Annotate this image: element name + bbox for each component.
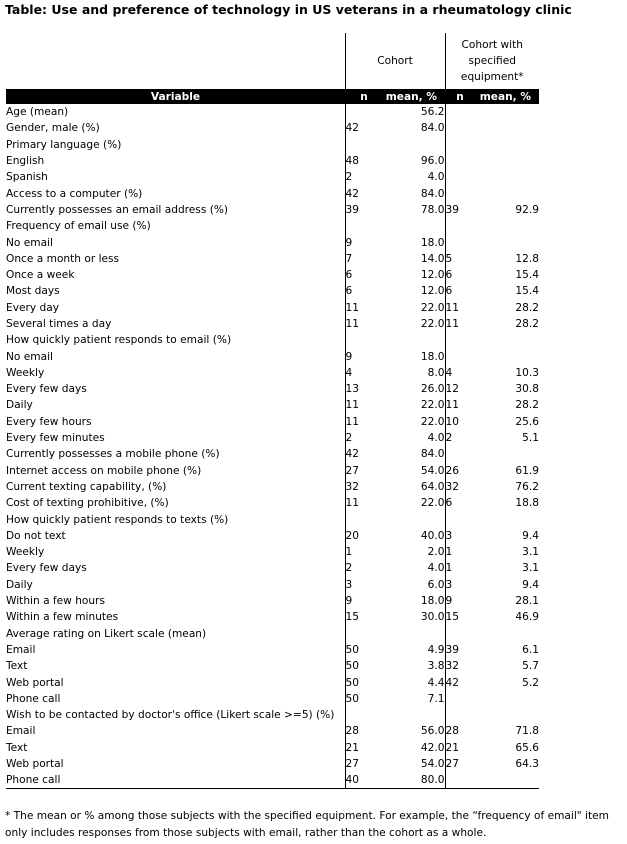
n2-cell [445,169,475,185]
variable-cell: Email [6,643,36,656]
n2-cell: 27 [445,756,475,772]
n2-cell: 32 [445,479,475,495]
mean2-header: mean, % [475,89,539,104]
mean-cell: 18.0 [420,236,445,249]
n-cell: 7 [345,251,383,267]
mean2-cell [475,626,539,642]
mean2-cell [475,218,539,234]
mean2-cell: 65.6 [515,741,539,754]
n-cell: 48 [345,153,383,169]
variable-cell: Every day [6,301,59,314]
n-cell: 21 [345,740,383,756]
mean-cell [383,137,445,153]
mean2-cell [475,185,539,201]
mean2-cell: 15.4 [515,269,539,282]
mean2-cell [475,153,539,169]
mean2-cell: 46.9 [515,611,539,624]
mean-cell: 18.0 [420,595,445,608]
mean2-cell: 61.9 [515,464,539,477]
table-row [6,251,539,267]
n-cell [345,137,383,153]
table-row [6,495,539,511]
mean-cell: 84.0 [420,122,445,135]
mean-cell: 18.0 [420,350,445,363]
mean2-cell: 9.4 [522,578,539,591]
mean2-cell: 9.4 [522,529,539,542]
variable-cell: Current texting capability, (%) [6,480,167,493]
variable-cell: Web portal [6,758,64,771]
table-row [6,479,539,495]
cohort-header: Cohort [345,33,445,89]
mean-cell: 3.8 [427,660,445,673]
n-cell: 6 [345,267,383,283]
mean2-cell: 5.2 [522,676,539,689]
n-cell: 13 [345,381,383,397]
variable-cell: Text [6,741,28,754]
mean-cell: 12.0 [420,269,445,282]
table-row [6,430,539,446]
table-row [6,609,539,625]
n2-cell: 28 [445,723,475,739]
n-cell: 50 [345,658,383,674]
variable-cell: Daily [6,399,33,412]
variable-cell: Once a month or less [6,252,120,265]
n-cell [345,332,383,348]
variable-cell: Age (mean) [6,106,69,119]
n-cell: 42 [345,446,383,462]
mean2-cell: 76.2 [515,480,539,493]
mean2-cell: 64.3 [515,758,539,771]
n-cell: 2 [345,430,383,446]
table-row [6,283,539,299]
n-cell [345,218,383,234]
n2-cell: 12 [445,381,475,397]
table-row [6,414,539,430]
n2-cell: 2 [445,430,475,446]
mean-cell: 14.0 [420,252,445,265]
mean2-cell: 6.1 [522,643,539,656]
n-cell: 11 [345,414,383,430]
mean-cell: 42.0 [420,741,445,754]
n2-cell [445,234,475,250]
n2-cell: 26 [445,463,475,479]
n-cell: 20 [345,528,383,544]
n-cell: 15 [345,609,383,625]
variable-cell: Daily [6,578,33,591]
table-row [6,528,539,544]
mean-cell: 4.0 [427,562,445,575]
mean-cell [383,707,445,723]
variable-cell: Web portal [6,676,64,689]
n-cell: 9 [345,234,383,250]
table-row [6,626,539,642]
n2-cell: 11 [445,397,475,413]
mean-cell: 2.0 [427,546,445,559]
n-cell: 50 [345,674,383,690]
n2-cell [445,104,475,120]
n2-cell: 39 [445,202,475,218]
n2-cell: 1 [445,544,475,560]
mean-cell: 4.0 [427,171,445,184]
table-row [6,772,539,789]
table-row [6,365,539,381]
n2-cell: 9 [445,593,475,609]
n-cell: 3 [345,577,383,593]
table-row [6,300,539,316]
table-row [6,202,539,218]
n2-cell: 11 [445,300,475,316]
table-row [6,658,539,674]
n2-cell [445,707,475,723]
table-title: Table: Use and preference of technology in US veterans in a rheumatology clinic [5,2,572,17]
mean2-cell [475,691,539,707]
n-cell: 27 [345,756,383,772]
n2-cell [445,120,475,136]
n2-cell: 4 [445,365,475,381]
variable-cell: Text [6,660,28,673]
n-cell: 50 [345,691,383,707]
variable-cell: Every few minutes [6,432,105,445]
mean2-cell: 30.8 [515,383,539,396]
table-row [6,397,539,413]
mean-cell: 78.0 [420,203,445,216]
variable-cell: Phone call [6,692,61,705]
n2-cell: 3 [445,528,475,544]
variable-cell: English [6,155,45,168]
mean-cell: 56.2 [420,106,445,119]
mean2-cell [475,120,539,136]
table-row [6,707,539,723]
mean-header: mean, % [383,89,445,104]
variable-cell: Within a few minutes [6,611,119,624]
mean2-cell [475,104,539,120]
mean-cell [383,218,445,234]
n2-cell [445,772,475,789]
mean-cell: 40.0 [420,529,445,542]
n2-cell: 42 [445,674,475,690]
equipment-header-line2: specified [468,55,516,67]
mean2-cell: 3.1 [522,546,539,559]
variable-cell: Average rating on Likert scale (mean) [6,627,207,640]
n2-cell: 32 [445,658,475,674]
mean-cell: 4.0 [427,432,445,445]
variable-cell: Primary language (%) [6,138,122,151]
n2-header: n [445,89,475,104]
mean2-cell: 15.4 [515,285,539,298]
n-cell [345,104,383,120]
n-cell: 9 [345,348,383,364]
data-table [6,33,539,789]
footnote: * The mean or % among those subjects with the specified equipment. For example, the “frequency of email" item only includes responses from those subjects with email, rather than the cohort as a whole. [5,810,609,839]
n2-cell: 3 [445,577,475,593]
n-cell: 11 [345,495,383,511]
table-row [6,185,539,201]
header-blank [6,33,345,89]
table-row [6,381,539,397]
mean-cell: 64.0 [420,480,445,493]
n2-cell: 6 [445,267,475,283]
n-header: n [345,89,383,104]
table-row [6,544,539,560]
variable-cell: No email [6,350,53,363]
variable-cell: Currently possesses a mobile phone (%) [6,448,220,461]
mean2-cell: 71.8 [515,725,539,738]
mean2-cell: 5.1 [522,432,539,445]
n2-cell [445,332,475,348]
mean-cell [383,626,445,642]
variable-cell: Internet access on mobile phone (%) [6,464,202,477]
table-row [6,218,539,234]
n2-cell: 10 [445,414,475,430]
table-row [6,332,539,348]
mean2-cell [475,707,539,723]
n-cell: 39 [345,202,383,218]
variable-cell: Most days [6,285,60,298]
mean-cell: 7.1 [427,692,445,705]
mean2-cell: 28.2 [515,301,539,314]
mean-cell: 22.0 [420,318,445,330]
table-row [6,120,539,136]
n-cell [345,626,383,642]
mean2-cell: 28.2 [515,318,539,330]
mean-cell: 96.0 [420,155,445,168]
table-row [6,560,539,576]
variable-cell: Currently possesses an email address (%) [6,203,229,216]
n2-cell: 6 [445,283,475,299]
mean-cell: 54.0 [420,758,445,771]
n-cell: 27 [345,463,383,479]
mean2-cell [475,137,539,153]
table-row [6,137,539,153]
table-row [6,577,539,593]
n-cell: 50 [345,642,383,658]
n2-cell [445,185,475,201]
n-cell: 28 [345,723,383,739]
variable-cell: Phone call [6,772,345,789]
mean2-cell: 25.6 [515,415,539,428]
variable-cell: Gender, male (%) [6,122,100,135]
variable-cell: Email [6,725,36,738]
mean2-cell: 92.9 [515,203,539,216]
n2-cell [445,691,475,707]
variable-cell: Several times a day [6,318,112,330]
n-cell: 11 [345,316,383,332]
table-row [6,642,539,658]
mean2-cell [475,332,539,348]
table-row [6,234,539,250]
mean2-cell: 5.7 [522,660,539,673]
variable-cell: Frequency of email use (%) [6,220,151,233]
mean-cell: 4.4 [427,676,445,689]
table-row [6,348,539,364]
table-row [6,153,539,169]
mean2-cell [475,772,539,789]
n2-cell [445,153,475,169]
n-cell: 42 [345,185,383,201]
equipment-header-line3: equipment* [460,71,524,83]
mean2-cell [475,169,539,185]
variable-cell: No email [6,236,53,249]
mean-cell: 84.0 [420,187,445,200]
variable-cell: Every few days [6,562,87,575]
n2-cell [445,446,475,462]
mean-cell: 26.0 [420,383,445,396]
variable-header: Variable [6,89,345,104]
variable-cell: Every few days [6,383,87,396]
mean2-cell [475,234,539,250]
table-row [6,723,539,739]
mean2-cell: 28.2 [515,399,539,412]
mean-cell: 12.0 [420,285,445,298]
n2-cell: 11 [445,316,475,332]
variable-cell: Within a few hours [6,595,106,608]
n2-cell: 15 [445,609,475,625]
variable-cell: Every few hours [6,415,92,428]
n-cell: 32 [345,479,383,495]
variable-cell: Do not text [6,529,66,542]
variable-cell: How quickly patient responds to texts (%) [6,513,229,526]
n-cell: 4 [345,365,383,381]
n2-cell: 6 [445,495,475,511]
n-cell: 11 [345,397,383,413]
mean2-cell [475,446,539,462]
mean-cell: 22.0 [420,497,445,510]
mean-cell: 84.0 [420,448,445,461]
variable-cell: How quickly patient responds to email (%) [6,334,232,347]
n2-cell: 21 [445,740,475,756]
n-cell: 2 [345,169,383,185]
n-cell: 2 [345,560,383,576]
equipment-header [445,33,539,89]
n2-cell: 5 [445,251,475,267]
variable-cell: Spanish [6,171,48,184]
mean-cell [383,511,445,527]
n-cell: 6 [345,283,383,299]
n2-cell: 1 [445,560,475,576]
mean-cell: 6.0 [427,578,445,591]
table-row [6,593,539,609]
table-row [6,316,539,332]
mean-cell: 30.0 [420,611,445,624]
mean-cell: 8.0 [427,366,445,379]
table-row [6,104,539,120]
variable-cell: Weekly [6,546,45,559]
mean-cell: 4.9 [427,643,445,656]
table-row [6,511,539,527]
variable-cell: Once a week [6,269,75,282]
n2-cell [445,626,475,642]
n2-cell [445,511,475,527]
n2-cell: 39 [445,642,475,658]
n2-cell [445,218,475,234]
n-cell: 9 [345,593,383,609]
n-cell [345,511,383,527]
n-cell: 1 [345,544,383,560]
variable-cell: Access to a computer (%) [6,187,143,200]
table-row [6,169,539,185]
n-cell: 11 [345,300,383,316]
mean2-cell: 28.1 [515,595,539,608]
mean2-cell: 3.1 [522,562,539,575]
table-row [6,691,539,707]
mean-cell: 54.0 [420,464,445,477]
n-cell [345,707,383,723]
table-row [6,463,539,479]
mean2-cell [475,511,539,527]
table-row [6,446,539,462]
variable-cell: Weekly [6,366,45,379]
equipment-header-line1: Cohort with [461,39,523,51]
variable-cell: Wish to be contacted by doctor's office (Likert scale >=5) (%) [6,709,335,722]
mean-cell: 22.0 [420,399,445,412]
table-row [6,740,539,756]
mean2-cell: 10.3 [515,366,539,379]
mean2-cell [475,348,539,364]
mean-cell: 56.0 [420,725,445,738]
table-body [6,104,539,789]
n2-cell [445,348,475,364]
table-row [6,756,539,772]
n-cell: 40 [345,772,383,789]
column-header-row [6,89,539,104]
mean2-cell: 18.8 [515,497,539,510]
table-row [6,267,539,283]
n-cell: 42 [345,120,383,136]
mean2-cell: 12.8 [515,252,539,265]
group-header-row [6,33,539,89]
mean-cell: 22.0 [420,415,445,428]
mean-cell [383,332,445,348]
mean-cell: 80.0 [383,772,445,789]
table-row [6,674,539,690]
n2-cell [445,137,475,153]
mean-cell: 22.0 [420,301,445,314]
variable-cell: Cost of texting prohibitive, (%) [6,497,169,510]
